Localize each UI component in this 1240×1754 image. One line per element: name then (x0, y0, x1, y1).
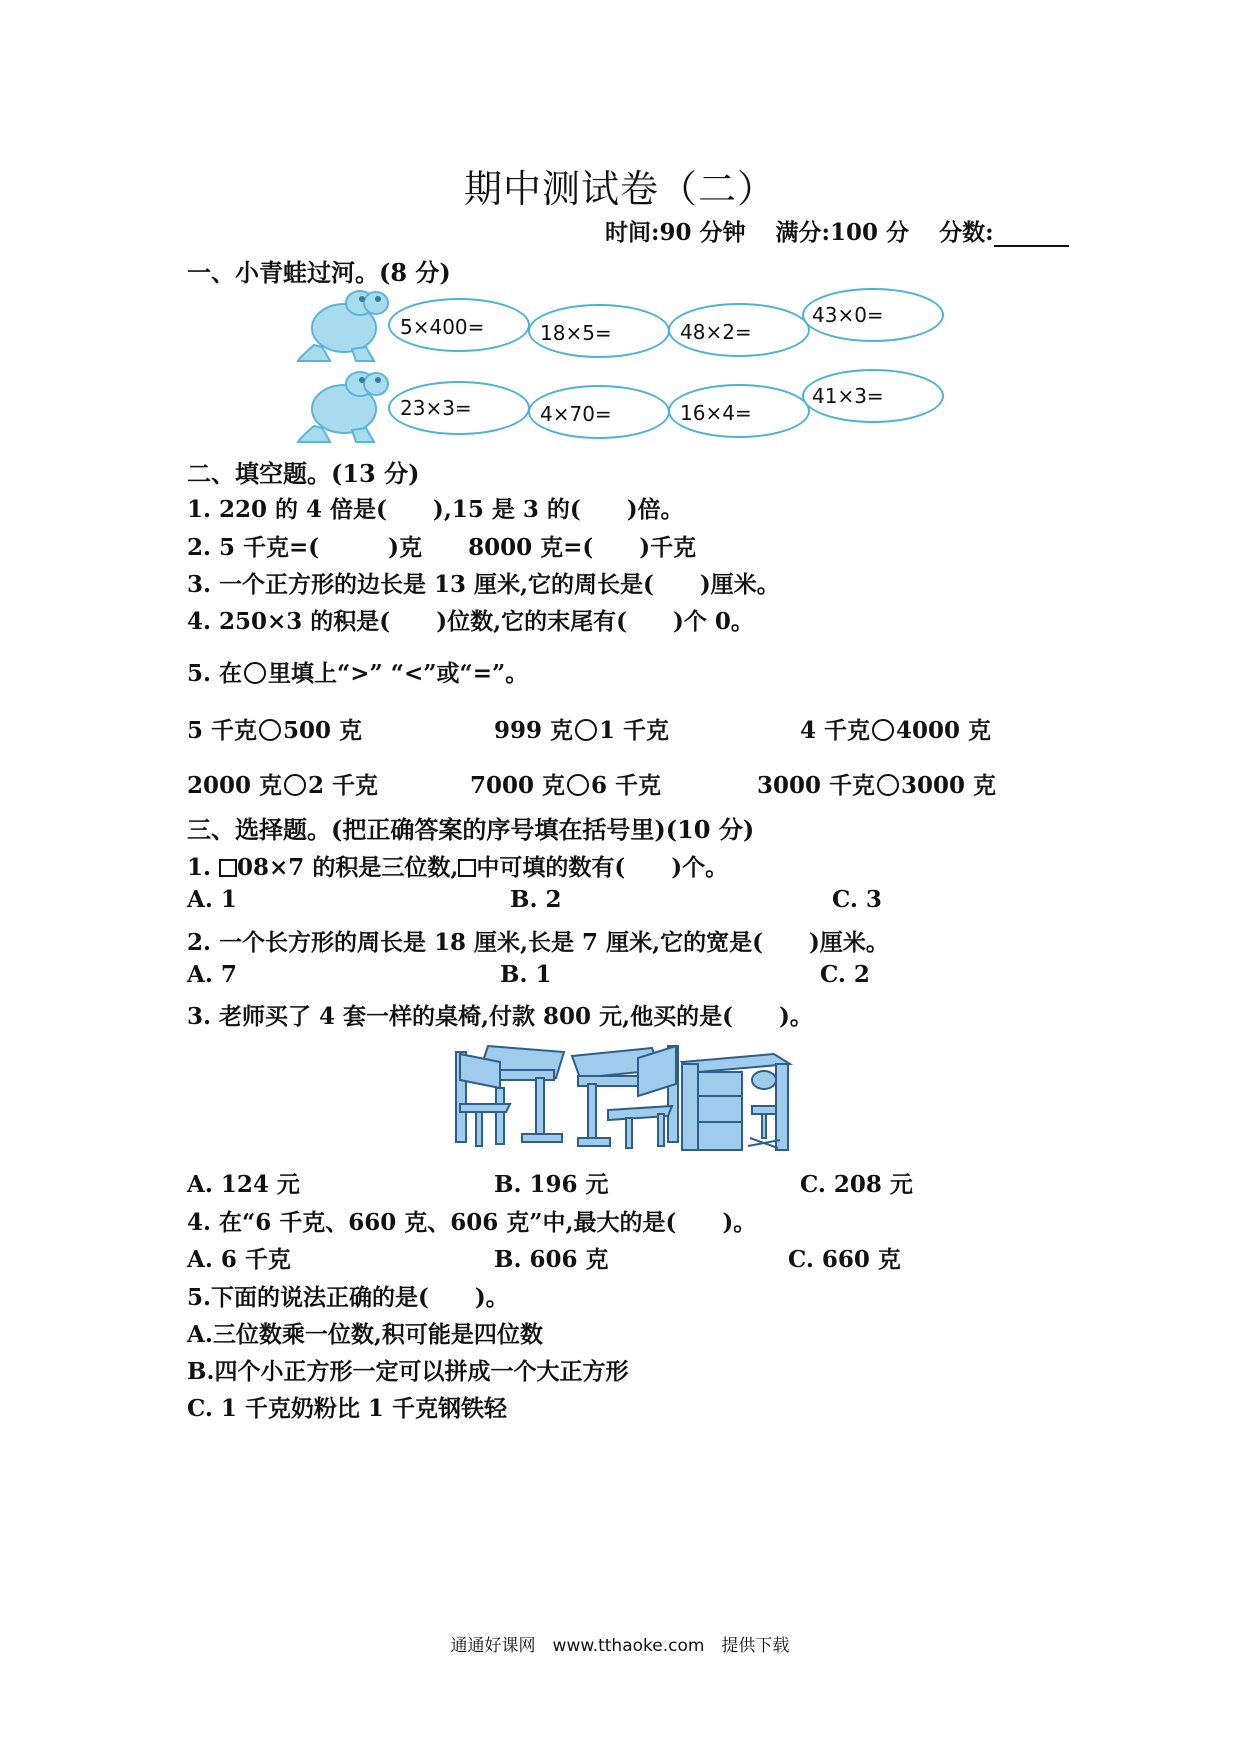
compare-circle-icon[interactable] (259, 719, 281, 741)
compare-left: 3000 千克 (757, 772, 876, 799)
compare-left: 7000 克 (470, 772, 566, 799)
compare-left: 999 克 (494, 717, 574, 744)
compare-right: 1 千克 (599, 717, 670, 744)
compare-item (757, 767, 996, 800)
compare-right: 3000 克 (901, 772, 997, 799)
section2-heading: 二、填空题。(13 分) (187, 459, 420, 488)
fill-q4: 4. 250×3 的积是( )位数,它的末尾有( )个 0。 (187, 608, 754, 635)
option[interactable]: C. 1 千克奶粉比 1 千克钢铁轻 (187, 1395, 507, 1422)
fill-q5-prefix: 5. 在 (187, 660, 243, 687)
compare-item (470, 767, 661, 800)
digit-box-icon (458, 859, 476, 877)
exam-meta (605, 214, 1091, 247)
office-desk-icon (680, 1050, 796, 1154)
compare-right: 500 克 (283, 717, 363, 744)
option[interactable]: A. 6 千克 (187, 1246, 291, 1273)
compare-circle-icon[interactable] (872, 719, 894, 741)
choice-q1-text-end: 中可填的数有( )个。 (476, 854, 729, 881)
option[interactable]: A. 124 元 (187, 1171, 300, 1198)
choice-q3: 3. 老师买了 4 套一样的桌椅,付款 800 元,他买的是( )。 (187, 1003, 813, 1030)
fill-q1: 1. 220 的 4 倍是( ),15 是 3 的( )倍。 (187, 496, 684, 523)
digit-box-icon (219, 859, 237, 877)
option[interactable]: C. 660 克 (788, 1246, 901, 1273)
footer-credit: 通通好课网 www.tthaoke.com 提供下载 (450, 1636, 790, 1656)
frog-icon (296, 364, 392, 444)
option[interactable]: A. 1 (187, 886, 237, 913)
compare-item (187, 712, 362, 745)
compare-circle-icon[interactable] (877, 774, 899, 796)
exam-full-score: 满分:100 分 (775, 219, 910, 246)
pad-problem: 23×3= (400, 396, 472, 420)
compare-right: 4000 克 (896, 717, 992, 744)
choice-q5: 5.下面的说法正确的是( )。 (187, 1284, 509, 1311)
fill-q3: 3. 一个正方形的边长是 13 厘米,它的周长是( )厘米。 (187, 571, 780, 598)
compare-item (494, 712, 669, 745)
section1-heading: 一、小青蛙过河。(8 分) (187, 258, 451, 287)
compare-circle-icon[interactable] (284, 774, 306, 796)
pad-problem: 43×0= (812, 303, 884, 327)
option[interactable]: B. 2 (510, 886, 562, 913)
desk-chair-icon (452, 1038, 572, 1152)
choice-q2: 2. 一个长方形的周长是 18 厘米,长是 7 厘米,它的宽是( )厘米。 (187, 929, 889, 956)
page-title: 期中测试卷（二） (463, 167, 776, 211)
option[interactable]: A.三位数乘一位数,积可能是四位数 (187, 1321, 543, 1348)
option[interactable]: B. 1 (500, 961, 552, 988)
choice-q1-number: 1. (187, 854, 212, 881)
pad-problem: 48×2= (680, 320, 752, 344)
score-blank[interactable] (994, 223, 1069, 247)
compare-right: 2 千克 (308, 772, 379, 799)
fill-q5-instruction: 里填上“>” “<”或“=”。 (268, 660, 529, 687)
section3-heading: 三、选择题。(把正确答案的序号填在括号里)(10 分) (187, 815, 755, 844)
compare-left: 4 千克 (800, 717, 871, 744)
pad-problem: 4×70= (540, 402, 612, 426)
fill-q2: 2. 5 千克=( )克 8000 克=( )千克 (187, 534, 697, 561)
option[interactable]: A. 7 (187, 961, 237, 988)
desk-chair-icon (568, 1040, 688, 1152)
option[interactable]: B. 196 元 (494, 1171, 609, 1198)
pad-problem: 18×5= (540, 321, 612, 345)
option[interactable]: C. 208 元 (800, 1171, 913, 1198)
option[interactable]: C. 3 (832, 886, 882, 913)
option[interactable]: B. 606 克 (494, 1246, 609, 1273)
option[interactable]: B.四个小正方形一定可以拼成一个大正方形 (187, 1358, 629, 1385)
choice-q4: 4. 在“6 千克、660 克、606 克”中,最大的是( )。 (187, 1209, 757, 1236)
exam-score-label: 分数: (939, 219, 994, 246)
compare-left: 2000 克 (187, 772, 283, 799)
compare-circle-icon[interactable] (575, 719, 597, 741)
exam-time: 时间:90 分钟 (605, 219, 746, 246)
pad-problem: 16×4= (680, 401, 752, 425)
fill-q5 (187, 655, 528, 688)
compare-right: 6 千克 (591, 772, 662, 799)
frog-icon (296, 283, 392, 363)
choice-q1-text: 08×7 的积是三位数, (237, 854, 459, 881)
compare-left: 5 千克 (187, 717, 258, 744)
option[interactable]: C. 2 (820, 961, 870, 988)
pad-problem: 5×400= (400, 315, 485, 339)
compare-circle-icon[interactable] (567, 774, 589, 796)
compare-circle-icon (244, 662, 266, 684)
compare-item (187, 767, 378, 800)
compare-item (800, 712, 991, 745)
choice-q1 (187, 849, 728, 882)
pad-problem: 41×3= (812, 384, 884, 408)
